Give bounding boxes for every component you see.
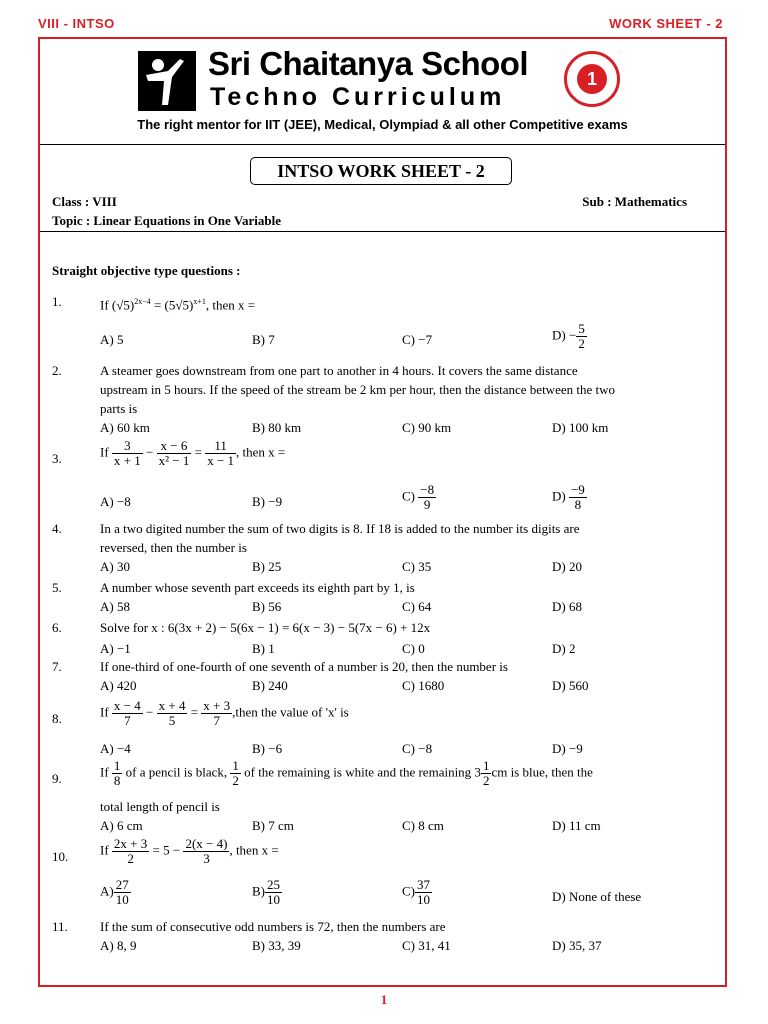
question-text: If $\frac{x - 4}{7}$ − $\frac{x + 4}{5}$ = $\frac{x + 3}{7}$ ,then the value of 'x' is	[100, 698, 349, 728]
fraction	[576, 322, 587, 351]
school-name: Sri Chaitanya School	[208, 45, 529, 82]
option-c: C) 31, 41	[402, 938, 451, 953]
option-a: A) 5	[100, 332, 124, 347]
text: A)	[100, 883, 114, 899]
question-number: 4.	[52, 521, 62, 536]
curriculum-name: Techno Curriculum	[210, 83, 506, 111]
option-c	[402, 483, 436, 512]
option-a: A) 30	[100, 559, 130, 574]
numerator: 27	[115, 877, 129, 892]
option-a: A) −1	[100, 641, 131, 656]
option-d: D) −9	[552, 741, 583, 756]
denominator: 9	[423, 497, 431, 512]
denominator: 10	[115, 892, 129, 907]
option-a: A) −8	[100, 494, 131, 509]
text-line: In a two digited number the sum of two digits is 8. If 18 is added to the number its digits are	[100, 521, 580, 536]
text-line: A steamer goes downstream from one part to another in 4 hours. It covers the same distance	[100, 363, 578, 378]
text: cm is blue, then the	[491, 764, 593, 780]
option-a: A) −4	[100, 741, 131, 756]
option-c: C) −8	[402, 741, 433, 756]
denominator: x − 1	[207, 453, 235, 468]
denominator: 10	[267, 892, 280, 907]
fraction	[112, 699, 143, 728]
text: C)	[402, 488, 415, 504]
question-number: 9.	[52, 771, 62, 786]
option-b: B) 25	[252, 559, 282, 574]
seal-icon	[564, 51, 620, 107]
numerator: 1	[482, 758, 490, 773]
text: of the remaining is white and the remaining 3	[244, 764, 481, 780]
denominator: 7	[213, 713, 220, 728]
question-text: If one-third of one-fourth of one seventh of a number is 20, then the number is	[100, 659, 508, 674]
text-line: upstream in 5 hours. If the speed of the stream be 2 km per hour, then the distance between the two	[100, 382, 615, 397]
option-b: B) 33, 39	[252, 938, 301, 953]
option-c: C) 35	[402, 559, 432, 574]
numerator: 2(x − 4)	[185, 836, 228, 851]
fraction	[265, 878, 282, 907]
question-number: 3.	[52, 451, 62, 466]
denominator: 5	[168, 713, 176, 728]
numerator: x + 4	[158, 698, 186, 713]
question-text: Solve for x : 6(3x + 2) − 5(6x − 1) = 6(x − 3) − 5(7x − 6) + 12x	[100, 620, 431, 635]
denominator: 8	[574, 497, 582, 512]
option-d	[552, 322, 587, 351]
numerator: 11	[205, 439, 236, 454]
numerator: 37	[417, 877, 430, 892]
denominator: 2	[578, 336, 585, 351]
numerator: x − 4	[113, 698, 141, 713]
numerator: 1	[113, 758, 121, 773]
text: = (5√5)	[150, 297, 194, 313]
question-text	[100, 519, 715, 557]
option-a	[100, 878, 131, 907]
option-a: A) 60 km	[100, 420, 150, 435]
option-c: C) 90 km	[402, 420, 452, 435]
question-number: 2.	[52, 363, 62, 378]
denominator: 10	[417, 892, 430, 907]
option-a: A) 8, 9	[100, 938, 137, 953]
fraction	[112, 837, 149, 866]
text: , then x =	[205, 297, 256, 313]
option-c	[402, 878, 432, 907]
superscript: 2x−4	[134, 297, 151, 306]
text: of a pencil is black,	[125, 764, 228, 780]
superscript: x+1	[193, 297, 206, 306]
question-number: 8.	[52, 711, 62, 726]
topic-label: Topic : Linear Equations in One Variable	[52, 213, 282, 228]
option-b: B) −9	[252, 494, 283, 509]
text: , then x =	[229, 842, 279, 858]
question-text	[100, 837, 715, 866]
option-a: A) 420	[100, 678, 137, 693]
option-c: C) 64	[402, 599, 432, 614]
text: ,then the value of 'x' is	[232, 704, 349, 720]
text: D) −	[552, 327, 577, 343]
fraction	[157, 439, 192, 468]
numerator: x + 3	[203, 698, 231, 713]
text: If	[100, 764, 109, 780]
numerator: 2x + 3	[113, 836, 148, 851]
text: If	[100, 704, 109, 720]
header-grade-label: VIII - INTSO	[38, 16, 115, 31]
denominator: 2	[232, 773, 239, 788]
question-text	[100, 361, 715, 418]
fraction	[481, 759, 492, 788]
page-frame	[38, 37, 727, 987]
question-text	[100, 759, 715, 788]
option-d: D) 20	[552, 559, 582, 574]
fraction	[112, 759, 123, 788]
text: B)	[252, 883, 265, 899]
text: If	[100, 842, 109, 858]
fraction	[415, 878, 432, 907]
numerator: −9	[570, 482, 585, 497]
denominator: 8	[113, 773, 121, 788]
text: , then x =	[236, 444, 286, 460]
numerator: −8	[420, 482, 435, 497]
worksheet-meta	[52, 192, 687, 230]
option-b: B) 56	[252, 599, 282, 614]
fraction	[205, 439, 236, 468]
option-d: D) 11 cm	[552, 818, 601, 833]
page-number: 1	[380, 992, 388, 1007]
fraction	[569, 483, 587, 512]
denominator: 2	[482, 773, 490, 788]
option-d: D) 68	[552, 599, 582, 614]
question-number: 5.	[52, 580, 62, 595]
option-d: D) 2	[552, 641, 576, 656]
text: D)	[552, 488, 566, 504]
option-a: A) 58	[100, 599, 130, 614]
option-b: B) 240	[252, 678, 288, 693]
option-b: B) 80 km	[252, 420, 302, 435]
fraction	[183, 837, 229, 866]
option-d: D) 100 km	[552, 420, 609, 435]
option-d: D) 35, 37	[552, 938, 602, 953]
option-c: C) −7	[402, 332, 433, 347]
fraction	[114, 878, 131, 907]
numerator: 1	[232, 758, 239, 773]
option-b: B) −6	[252, 741, 283, 756]
question-number: 1.	[52, 294, 62, 309]
numerator: 25	[267, 877, 280, 892]
question-text: A number whose seventh part exceeds its eighth part by 1, is	[100, 580, 415, 595]
fraction	[157, 699, 188, 728]
seal-number: 1	[577, 64, 607, 94]
subject-label: Sub : Mathematics	[582, 194, 687, 209]
question-text	[100, 292, 715, 314]
question-number: 10.	[52, 849, 69, 864]
option-d: D) None of these	[552, 889, 642, 904]
option-b: B) 7	[252, 332, 275, 347]
option-d	[552, 483, 587, 512]
question-number: 11.	[52, 919, 68, 934]
fraction	[418, 483, 436, 512]
numerator: 5	[578, 321, 585, 336]
option-b: B) 7 cm	[252, 818, 294, 833]
denominator: x + 1	[113, 453, 141, 468]
school-header	[40, 39, 725, 145]
question-number: 7.	[52, 659, 62, 674]
option-c: C) 1680	[402, 678, 445, 693]
text: If (√5)	[100, 297, 135, 313]
fraction	[230, 759, 241, 788]
question-text: If $\frac{3}{x + 1}$ − $\frac{x - 6}{\text{x² − 1}}$ = $\frac{11}{x - 1}$ , then x =	[100, 438, 286, 468]
question-number: 6.	[52, 620, 62, 635]
text-line: reversed, then the number is	[100, 540, 247, 555]
question-text: If the sum of consecutive odd numbers is 72, then the numbers are	[100, 919, 446, 934]
class-label: Class : VIII	[52, 194, 117, 209]
text: C)	[402, 883, 415, 899]
text: = 5 −	[152, 842, 181, 858]
option-a: A) 6 cm	[100, 818, 143, 833]
text: If	[100, 444, 109, 460]
section-heading: Straight objective type questions :	[52, 263, 241, 278]
denominator: 2	[127, 851, 134, 866]
header-worksheet-label: WORK SHEET - 2	[609, 16, 723, 31]
fraction	[201, 699, 232, 728]
option-c: C) 8 cm	[402, 818, 444, 833]
fraction	[112, 439, 143, 468]
option-b: B) 1	[252, 641, 275, 656]
school-logo-icon	[138, 51, 196, 111]
worksheet-title: INTSO WORK SHEET - 2	[250, 157, 512, 185]
numerator: x − 6	[157, 439, 192, 454]
denominator: 7	[124, 713, 131, 728]
denominator: x² − 1	[158, 453, 190, 468]
text-line: parts is	[100, 401, 138, 416]
option-b	[252, 878, 282, 907]
option-d: D) 560	[552, 678, 589, 693]
divider	[40, 231, 725, 232]
question-text-line: total length of pencil is	[100, 799, 220, 814]
tagline: The right mentor for IIT (JEE), Medical, Olympiad & all other Competitive exams	[137, 117, 628, 132]
numerator: 3	[112, 439, 143, 454]
option-c: C) 0	[402, 641, 425, 656]
denominator: 3	[203, 851, 210, 866]
